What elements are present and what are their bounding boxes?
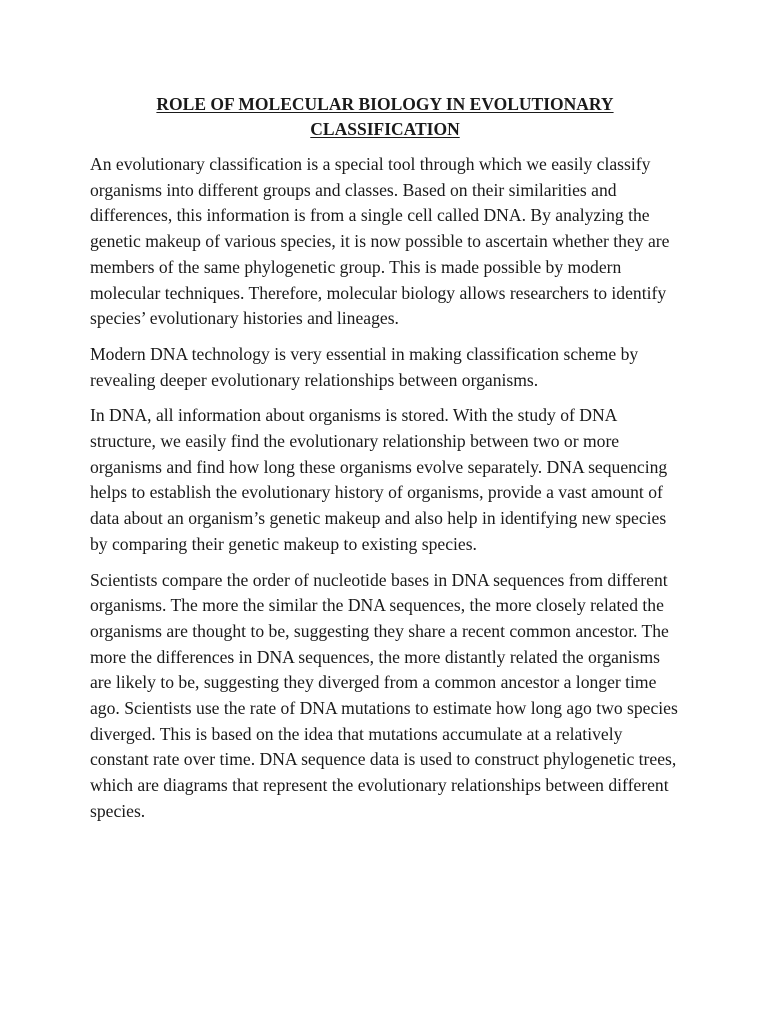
paragraph-sequence-comparison: Scientists compare the order of nucleotide bases in DNA sequences from different organisms. The more the similar the DNA sequences, the more closely related the organisms are thought to be, suggesting they share a recent common ancestor. The more the differences in DNA sequences, the more distantly related the organisms are likely to be, suggesting they diverged from a common ancestor a longer time ago. Scientists use the rate of DNA mutations to estimate how long ago two species diverged. This is based on the idea that mutations accumulate at a relatively constant rate over time. DNA sequence data is used to construct phylogenetic trees, which are diagrams that represent the evolutionary relationships between different species.	[90, 569, 678, 821]
title-line-1: ROLE OF MOLECULAR BIOLOGY IN EVOLUTIONARY	[156, 94, 614, 114]
paragraph-dna-technology: Modern DNA technology is very essential in making classification scheme by revealing deeper evolutionary relationships between organisms.	[90, 343, 639, 390]
paragraph-intro: An evolutionary classification is a special tool through which we easily classify organisms into different groups and classes. Based on their similarities and differences, this information is from a single cell called DNA. By analyzing the genetic makeup of various species, it is now possible to ascertain whether they are members of the same phylogenetic group. This is made possible by modern molecular techniques. Therefore, molecular biology allows researchers to identify species’ evolutionary histories and lineages.	[90, 154, 670, 329]
paragraph-dna-information: In DNA, all information about organisms is stored. With the study of DNA structure, we easily find the evolutionary relationship between two or more organisms and find how long these organisms evolve separately. DNA sequencing helps to establish the evolutionary history of organisms, provide a vast amount of data about an organism’s genetic makeup and also help in identifying new species by comparing their genetic makeup to existing species.	[90, 405, 668, 554]
title-line-2: CLASSIFICATION	[310, 119, 460, 139]
document-title	[90, 92, 680, 142]
document-body	[90, 92, 680, 835]
